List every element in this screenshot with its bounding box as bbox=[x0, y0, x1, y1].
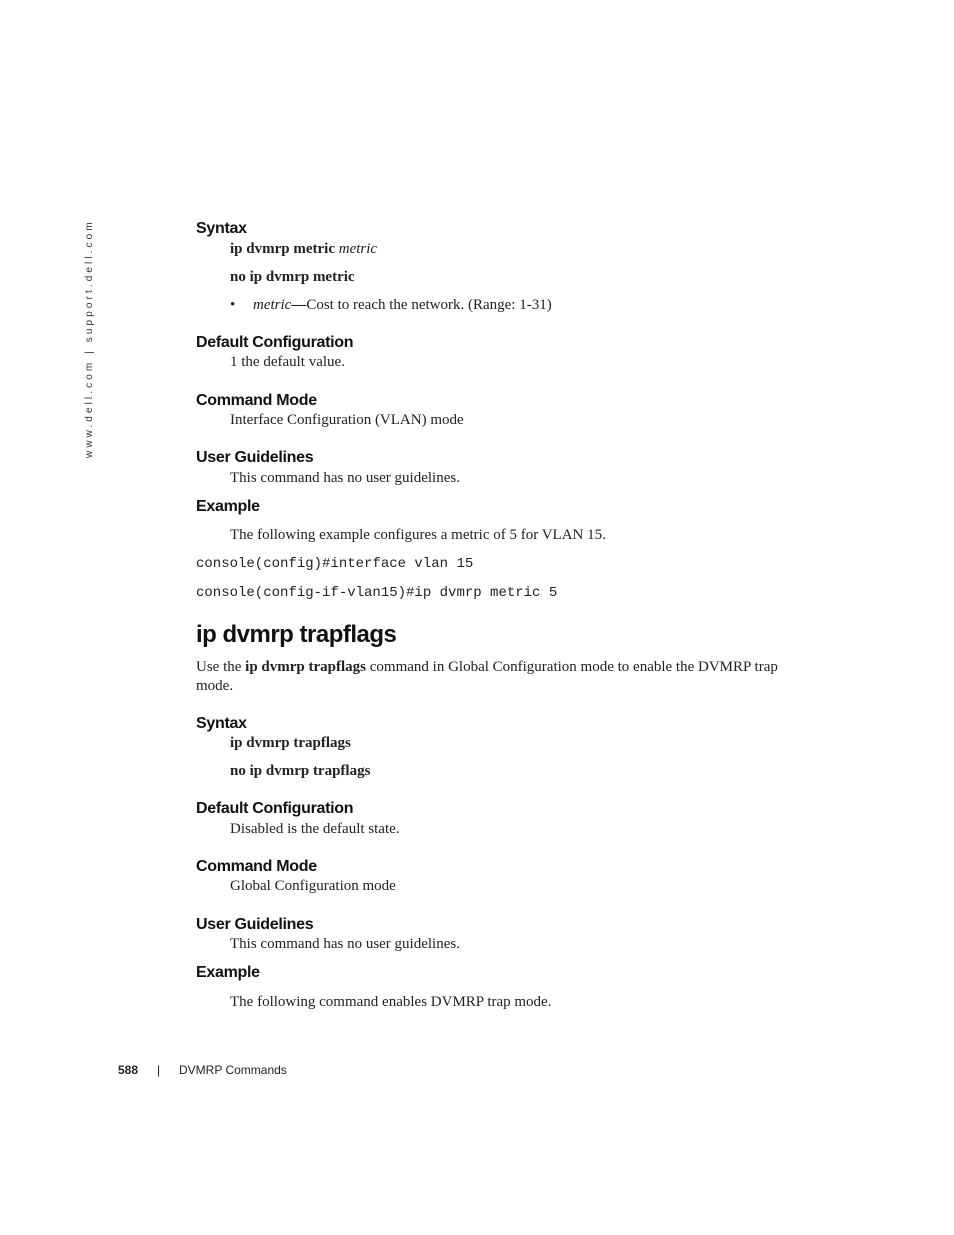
intro-prefix: Use the bbox=[196, 659, 246, 675]
page-number: 588 bbox=[118, 1063, 139, 1077]
code-line-1: console(config)#interface vlan 15 bbox=[196, 556, 474, 572]
example-text-2: The following command enables DVMRP trap mode. bbox=[230, 994, 552, 1010]
example-heading-2: Example bbox=[196, 964, 260, 981]
parameter-term: metric bbox=[253, 297, 292, 313]
command-title: ip dvmrp trapflags bbox=[196, 621, 397, 648]
command-intro bbox=[196, 658, 811, 696]
parameter-dash: — bbox=[291, 297, 307, 313]
syntax-command: ip dvmrp metric bbox=[230, 241, 335, 257]
command-mode-text: Interface Configuration (VLAN) mode bbox=[230, 412, 464, 428]
default-config-text-2: Disabled is the default state. bbox=[230, 821, 400, 837]
intro-suffix: command in Global Configuration mode to enable the DVMRP trap mode. bbox=[196, 659, 778, 694]
syntax-line-2: no ip dvmrp metric bbox=[230, 269, 355, 285]
default-config-heading: Default Configuration bbox=[196, 334, 354, 351]
user-guidelines-text: This command has no user guidelines. bbox=[230, 470, 460, 486]
chapter-title: DVMRP Commands bbox=[179, 1063, 287, 1077]
default-config-heading-2: Default Configuration bbox=[196, 800, 354, 817]
user-guidelines-text-2: This command has no user guidelines. bbox=[230, 936, 460, 952]
sidebar-url: www.dell.com | support.dell.com bbox=[84, 219, 95, 458]
parameter-bullet bbox=[230, 297, 552, 314]
example-text: The following example configures a metric of 5 for VLAN 15. bbox=[230, 527, 606, 543]
syntax-argument: metric bbox=[338, 241, 378, 257]
syntax-heading: Syntax bbox=[196, 220, 247, 237]
parameter-description: Cost to reach the network. (Range: 1-31) bbox=[306, 297, 552, 313]
syntax-line-1 bbox=[230, 241, 377, 258]
syntax2-line-2: no ip dvmrp trapflags bbox=[230, 763, 371, 779]
user-guidelines-heading-2: User Guidelines bbox=[196, 916, 314, 933]
example-heading: Example bbox=[196, 498, 260, 515]
command-mode-heading-2: Command Mode bbox=[196, 858, 317, 875]
code-line-2: console(config-if-vlan15)#ip dvmrp metric 5 bbox=[196, 585, 558, 601]
syntax2-line-1: ip dvmrp trapflags bbox=[230, 735, 351, 751]
command-mode-text-2: Global Configuration mode bbox=[230, 878, 396, 894]
syntax-heading-2: Syntax bbox=[196, 715, 247, 732]
bullet-icon: • bbox=[230, 297, 236, 313]
default-config-text: 1 the default value. bbox=[230, 354, 345, 370]
intro-command: ip dvmrp trapflags bbox=[245, 659, 366, 675]
user-guidelines-heading: User Guidelines bbox=[196, 449, 314, 466]
footer-separator: | bbox=[157, 1063, 161, 1077]
command-mode-heading: Command Mode bbox=[196, 392, 317, 409]
